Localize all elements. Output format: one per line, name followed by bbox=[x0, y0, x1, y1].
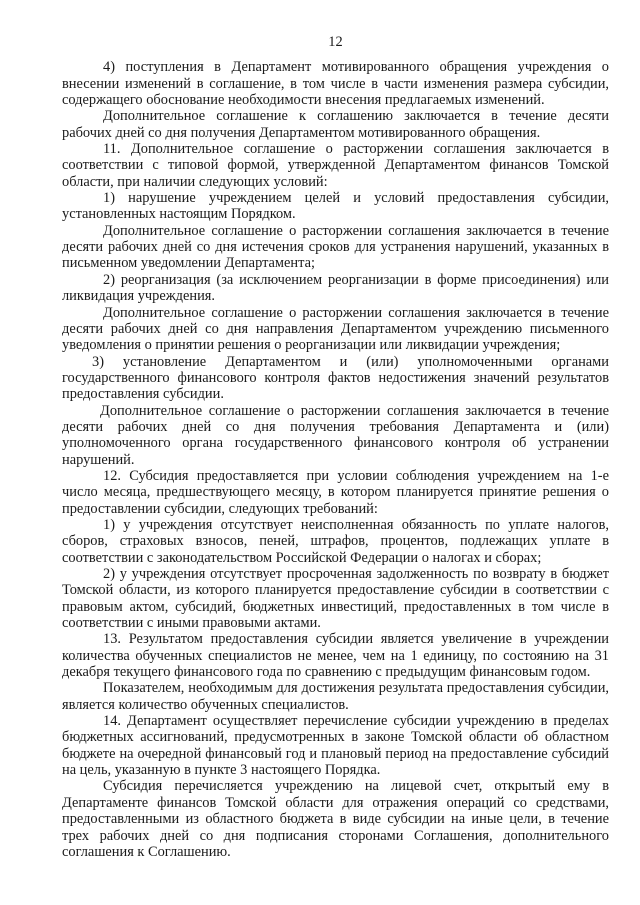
paragraph-transfer-account: Субсидия перечисляется учреждению на лицевой счет, открытый ему в Департаменте финансов Томской области для отражения операций со средствами, предоставленными из областного бюджета в виде субсидии на иные цели, в течение трех рабочих дней со дня подписания сторонами Соглашения, дополнительного соглашения к Соглашению. bbox=[62, 778, 609, 860]
paragraph-amendment-term: Дополнительное соглашение к соглашению заключается в течение десяти рабочих дней со дня получения Департаментом мотивированного обращения. bbox=[62, 108, 609, 141]
page-number: 12 bbox=[328, 34, 343, 50]
paragraph-condition-3: 3) установление Департаментом и (или) уполномоченными органами государственного финансового контроля фактов недостижения значений результатов предоставления субсидии. bbox=[62, 353, 609, 403]
paragraph-item-4: 4) поступления в Департамент мотивированного обращения учреждения о внесении изменений в соглашение, в том числе в части изменения размера субсидии, содержащего обоснование необходимости внесения предлагаемых изменений. bbox=[62, 59, 609, 109]
paragraph-11-termination: 11. Дополнительное соглашение о расторжении соглашения заключается в соответствии с типовой формой, утвержденной Департаментом финансов Томской области, при наличии следующих условий: bbox=[62, 141, 609, 190]
paragraph-condition-1: 1) нарушение учреждением целей и условий предоставления субсидии, установленных настоящим Порядком. bbox=[62, 190, 609, 223]
paragraph-14-transfer: 14. Департамент осуществляет перечисление субсидии учреждению в пределах бюджетных ассигнований, предусмотренных в законе Томской области об областном бюджете на очередной финансовый год и плановый период на предоставление субсидий на цель, указанную в пункте 3 настоящего Порядка. bbox=[62, 713, 609, 779]
paragraph-condition-1-term: Дополнительное соглашение о расторжении соглашения заключается в течение десяти рабочих дней со дня истечения сроков для устранения нарушений, указанных в письменном уведомлении Департамента; bbox=[62, 222, 609, 272]
paragraph-13-result: 13. Результатом предоставления субсидии является увеличение в учреждении количества обученных специалистов не менее, чем на 1 единицу, по состоянию на 31 декабря текущего финансового года по сравнению с предыдущим финансовым годом. bbox=[62, 631, 609, 681]
paragraph-12-requirements: 12. Субсидия предоставляется при условии соблюдения учреждением на 1-е число месяца, предшествующего месяцу, в котором планируется принятие решения о предоставлении субсидии, следующих требований: bbox=[62, 467, 609, 517]
paragraph-requirement-2: 2) у учреждения отсутствует просроченная задолженность по возврату в бюджет Томской области, из которого планируется предоставление субсидии в соответствии с правовым актом, субсидий, бюджетных инвестиций, предоставленных в том числе в соответствии с иными правовыми актами. bbox=[62, 566, 609, 632]
paragraph-condition-2: 2) реорганизация (за исключением реорганизации в форме присоединения) или ликвидация учреждения. bbox=[62, 271, 609, 305]
paragraph-indicator: Показателем, необходимым для достижения результата предоставления субсидии, является количество обученных специалистов. bbox=[62, 680, 609, 713]
paragraph-requirement-1: 1) у учреждения отсутствует неисполненная обязанность по уплате налогов, сборов, страховых взносов, пеней, штрафов, процентов, подлежащих уплате в соответствии с законодательством Российской Федерации о налогах и сборах; bbox=[62, 516, 609, 566]
paragraph-condition-3-term: Дополнительное соглашение о расторжении соглашения заключается в течение десяти рабочих дней со дня получения требования Департамента и (или) уполномоченного органа государственного финансового контроля об устранении нарушений. bbox=[62, 402, 609, 468]
paragraph-condition-2-term: Дополнительное соглашение о расторжении соглашения заключается в течение десяти рабочих дней со дня направления Департаментом учреждению письменного уведомления о принятии решения о реорганизации или ликвидации учреждения; bbox=[62, 304, 609, 354]
